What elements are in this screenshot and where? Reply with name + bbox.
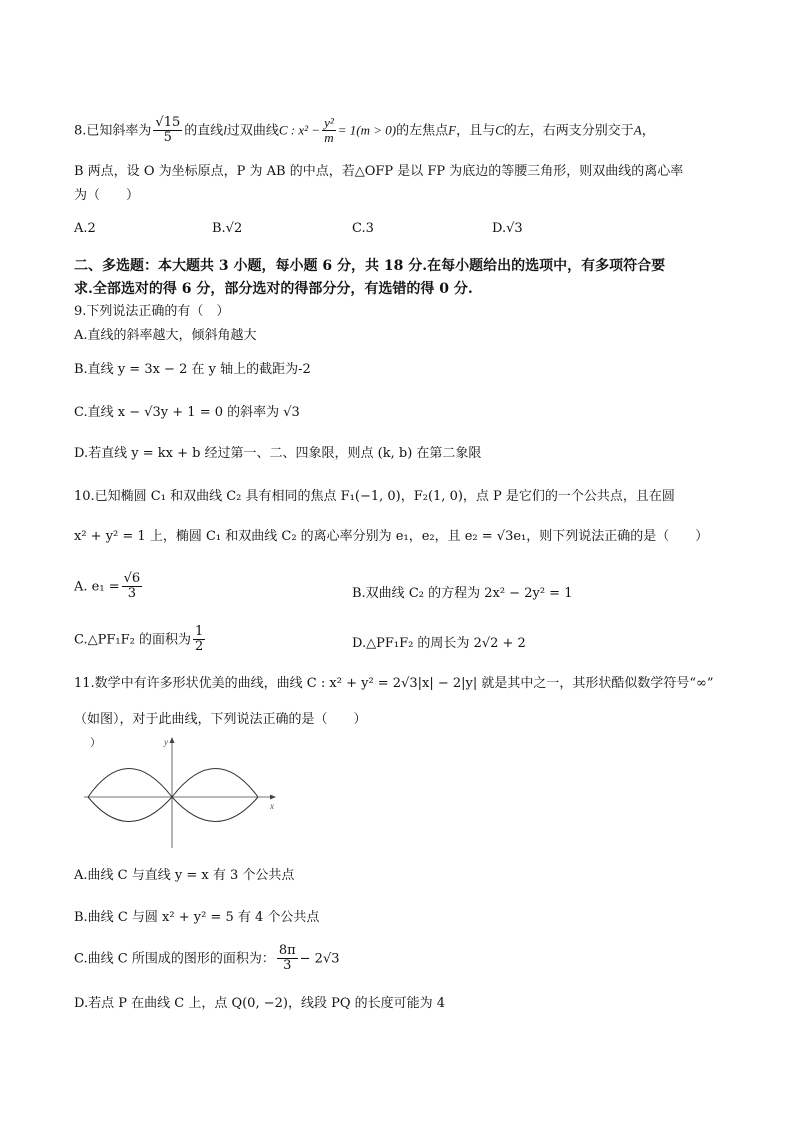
q9-option-b[interactable]: B.直线 y = 3x − 2 在 y 轴上的截距为-2	[74, 362, 311, 377]
q11-infinity-figure	[80, 734, 280, 852]
q8-option-d[interactable]: D.√3	[492, 221, 523, 236]
q9-option-a[interactable]: A.直线的斜率越大，倾斜角越大	[74, 328, 257, 343]
q10-a-fraction: $\frac{√6}{3}$	[123, 571, 141, 602]
q11-option-b[interactable]: B.曲线 C 与圆 x² + y² = 5 有 4 个公共点	[74, 910, 320, 925]
q10-c-fraction: $\frac{1}{2}$	[194, 624, 204, 655]
y-axis-label: y	[164, 737, 168, 747]
q8-line1: 8.已知斜率为 $\frac{√15}{5}$ 的直线l过双曲线C : x² − $\frac{\text{y²}}{m}$ = 1(m > 0)的左焦点F，且与C的左，右两支分别交于A，	[74, 115, 655, 146]
x-axis-label: x	[270, 801, 274, 811]
x-axis-arrow-icon	[270, 795, 276, 800]
q9-stem: 9.下列说法正确的有（ ）	[74, 304, 230, 319]
q8-option-b[interactable]: B.√2	[212, 221, 243, 236]
q11-line2: （如图），对于此曲线，下列说法正确的是（ ）	[74, 712, 367, 727]
q8-line3: 为（ ）	[74, 188, 140, 203]
q8-text-a: 8.已知斜率为	[74, 123, 152, 139]
figure-paren: ）	[90, 737, 101, 749]
q11-c-fraction: $\frac{8\pi}{3}$	[278, 943, 296, 974]
q10-option-b[interactable]: B.双曲线 C₂ 的方程为 2x² − 2y² = 1	[352, 586, 573, 601]
q8-slope-fraction: $\frac{√15}{5}$	[155, 115, 181, 146]
q11-option-d[interactable]: D.若点 P 在曲线 C 上，点 Q(0, −2)，线段 PQ 的长度可能为 4	[74, 996, 446, 1011]
section2-heading-line1: 二、多选题：本大题共 3 小题，每小题 6 分，共 18 分.在每小题给出的选项中，有多项符合要	[74, 258, 666, 274]
curve-right-upper	[172, 769, 258, 798]
q8-line2: B 两点，设 O 为坐标原点，P 为 AB 的中点，若△OFP 是以 FP 为底边的等腰三角形，则双曲线的离心率	[74, 164, 684, 179]
q10-option-c[interactable]: C.△PF₁F₂ 的面积为 $\frac{1}{2}$	[74, 624, 204, 655]
q8-option-c[interactable]: C.3	[352, 221, 374, 236]
y-axis-arrow-icon	[170, 737, 175, 743]
q11-option-c[interactable]: C.曲线 C 所围成的图形的面积为： $\frac{8\pi}{3}$ − 2√3	[74, 943, 340, 974]
q10-line1: 10.已知椭圆 C₁ 和双曲线 C₂ 具有相同的焦点 F₁(−1, 0)，F₂(1, 0)，点 P 是它们的一个公共点，且在圆	[74, 489, 675, 504]
curve-left-lower	[88, 797, 172, 822]
q11-line1: 11.数学中有许多形状优美的曲线，曲线 C : x² + y² = 2√3|x| − 2|y| 就是其中之一，其形状酷似数学符号“∞”	[74, 676, 714, 691]
q8-curve: C : x² −	[278, 122, 321, 138]
section2-heading-line2: 求.全部选对的得 6 分，部分选对的得部分分，有选错的得 0 分.	[74, 281, 473, 297]
q8-option-a[interactable]: A.2	[74, 221, 96, 236]
q11-option-a[interactable]: A.曲线 C 与直线 y = x 有 3 个公共点	[74, 868, 295, 883]
q10-option-d[interactable]: D.△PF₁F₂ 的周长为 2√2 + 2	[352, 636, 526, 651]
curve-right-lower	[172, 797, 258, 822]
q10-option-a[interactable]: A. e₁ = $\frac{√6}{3}$	[74, 571, 141, 602]
q9-option-d[interactable]: D.若直线 y = kx + b 经过第一、二、四象限，则点 (k, b) 在第二象限	[74, 446, 482, 461]
q9-option-c[interactable]: C.直线 x − √3y + 1 = 0 的斜率为 √3	[74, 405, 300, 420]
q8-y2-m-fraction: $\frac{\text{y²}}{m}$	[324, 115, 334, 146]
q10-line2: x² + y² = 1 上，椭圆 C₁ 和双曲线 C₂ 的离心率分别为 e₁，e₂，且 e₂ = √3e₁，则下列说法正确的是（ ）	[74, 529, 709, 544]
curve-left-upper	[88, 769, 172, 798]
